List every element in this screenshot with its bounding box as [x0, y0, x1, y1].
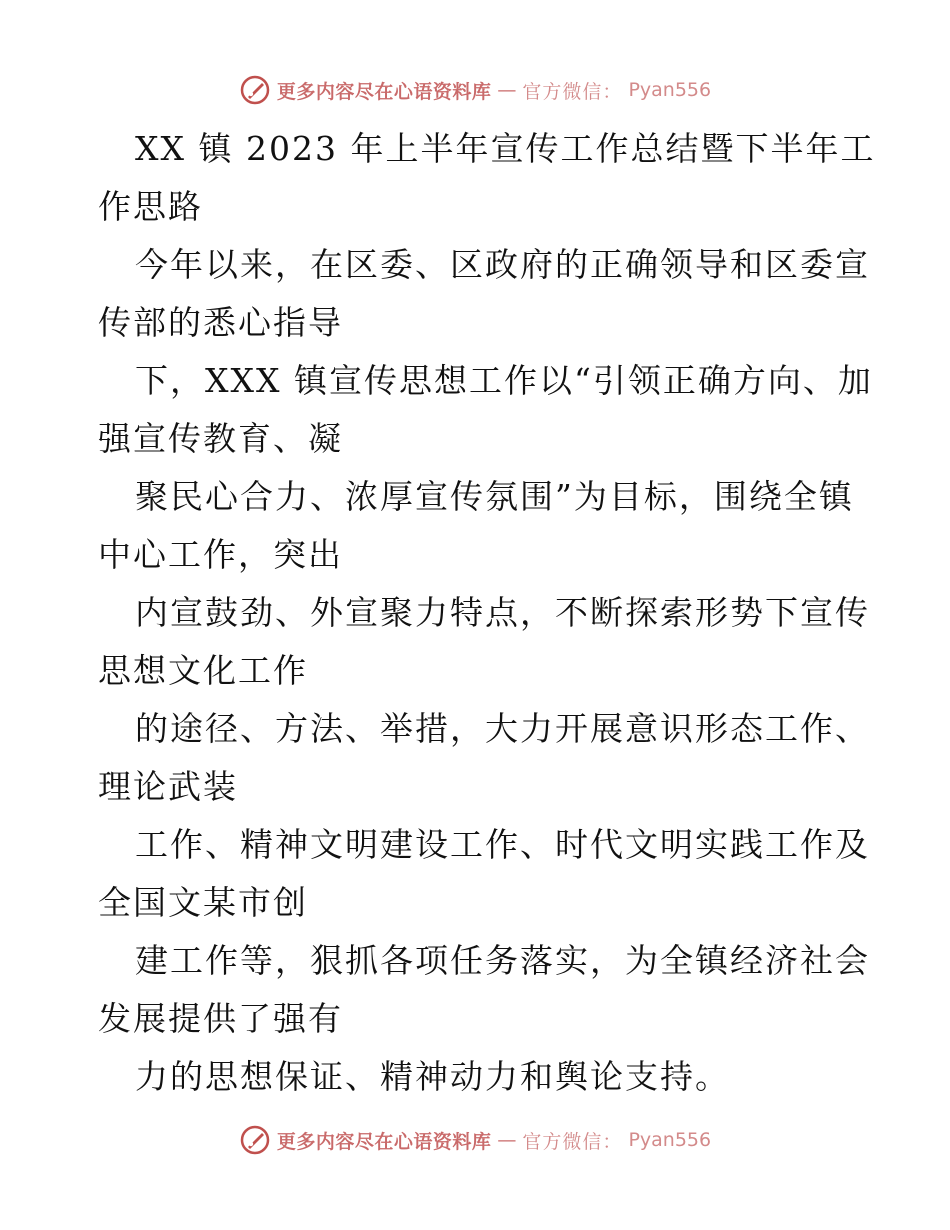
paragraph-line: 力的思想保证、精神动力和舆论支持。 [135, 1057, 730, 1096]
paragraph-line: 中心工作，突出 [98, 535, 343, 574]
paragraph-line: 今年以来，在区委、区政府的正确领导和区委宣 [135, 245, 870, 284]
banner-separator: — [497, 79, 517, 101]
paragraph-line: 建工作等，狠抓各项任务落实，为全镇经济社会 [135, 941, 870, 980]
paragraph-line: 强宣传教育、凝 [98, 419, 343, 458]
banner-brand-text: 更多内容尽在心语资料库 [276, 1130, 492, 1153]
footer-banner [0, 1120, 950, 1160]
paragraph-line: 思想文化工作 [98, 651, 308, 690]
banner-brand-text: 更多内容尽在心语资料库 [276, 80, 492, 103]
paragraph-line: 传部的悉心指导 [98, 303, 343, 342]
paragraph-line: 内宣鼓劲、外宣聚力特点，不断探索形势下宣传 [135, 593, 870, 632]
header-banner [0, 70, 950, 110]
paragraph-line: 全国文某市创 [98, 883, 308, 922]
paragraph-line: 的途径、方法、举措，大力开展意识形态工作、 [135, 709, 870, 748]
banner-wechat-label: 官方微信： [522, 1130, 623, 1153]
title-line-1: XX 镇 2023 年上半年宣传工作总结暨下半年工 [135, 129, 876, 168]
banner-wechat-id: Pyan556 [628, 79, 712, 101]
title-line-2: 作思路 [98, 187, 203, 226]
banner-wechat-label: 官方微信： [522, 80, 623, 103]
paragraph-line: 聚民心合力、浓厚宣传氛围”为目标，围绕全镇 [135, 477, 854, 516]
quill-logo-icon [239, 1124, 271, 1156]
banner-wechat-id: Pyan556 [628, 1129, 712, 1151]
banner-separator: — [497, 1129, 517, 1151]
quill-logo-icon [239, 74, 271, 106]
document-body [98, 120, 876, 1106]
paragraph-line: 工作、精神文明建设工作、时代文明实践工作及 [135, 825, 870, 864]
paragraph-line: 理论武装 [98, 767, 238, 806]
paragraph-line: 发展提供了强有 [98, 999, 343, 1038]
paragraph-line: 下，XXX 镇宣传思想工作以“引领正确方向、加 [135, 361, 873, 400]
